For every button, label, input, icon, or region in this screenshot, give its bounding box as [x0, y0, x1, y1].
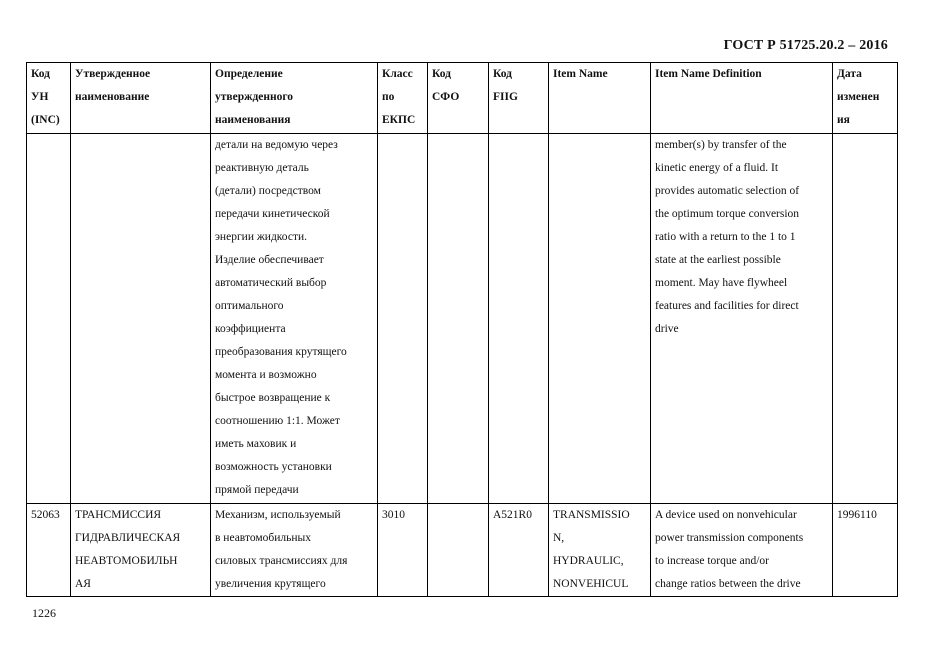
document-title: ГОСТ Р 51725.20.2 – 2016: [723, 38, 888, 53]
table-cell: [378, 134, 428, 504]
header-cell: [71, 63, 211, 134]
table-row: [27, 504, 898, 597]
cell-text-line: ГИДРАВЛИЧЕСКАЯ: [75, 532, 181, 544]
cell-text-line: ия: [837, 114, 850, 126]
table-row: [27, 134, 898, 504]
cell-text-line: оптимального: [215, 300, 284, 312]
cell-text-line: Определение: [215, 68, 283, 80]
cell-text-line: СФО: [432, 91, 460, 103]
table-cell: [71, 134, 211, 504]
table-cell: [833, 134, 898, 504]
cell-text-line: наименования: [215, 114, 291, 126]
table-cell: [549, 504, 651, 597]
catalog-table: [26, 62, 898, 597]
table-cell: [489, 134, 549, 504]
cell-text-line: возможность установки: [215, 461, 332, 473]
cell-text-line: Механизм, используемый: [215, 509, 341, 521]
cell-text-line: энергии жидкости.: [215, 231, 307, 243]
table-cell: [27, 134, 71, 504]
cell-text-line: силовых трансмиссиях для: [215, 555, 348, 567]
header-cell: [428, 63, 489, 134]
header-cell: [378, 63, 428, 134]
cell-text-line: УН: [31, 91, 49, 103]
cell-text-line: преобразования крутящего: [215, 346, 347, 358]
cell-text-line: Код: [493, 68, 513, 80]
cell-text-line: Код: [31, 68, 51, 80]
table-cell: [833, 504, 898, 597]
cell-text-line: 52063: [31, 509, 60, 521]
cell-text-line: A521R0: [493, 509, 532, 521]
cell-text-line: увеличения крутящего: [215, 578, 326, 590]
cell-text-line: Item Name: [553, 68, 608, 80]
cell-text-line: state at the earliest possible: [655, 254, 781, 266]
header-cell: [651, 63, 833, 134]
cell-text-line: FIIG: [493, 91, 518, 103]
table-cell: [428, 504, 489, 597]
cell-text-line: change ratios between the drive: [655, 578, 801, 590]
cell-text-line: kinetic energy of a fluid. It: [655, 162, 779, 174]
cell-text-line: АЯ: [75, 578, 91, 590]
cell-text-line: автоматический выбор: [215, 277, 327, 289]
cell-text-line: provides automatic selection of: [655, 185, 800, 197]
cell-text-line: соотношению 1:1. Может: [215, 415, 340, 427]
cell-text-line: member(s) by transfer of the: [655, 139, 787, 151]
cell-text-line: features and facilities for direct: [655, 300, 799, 312]
cell-text-line: to increase torque and/or: [655, 555, 769, 567]
cell-text-line: быстрое возвращение к: [215, 392, 331, 404]
cell-text-line: момента и возможно: [215, 369, 317, 381]
cell-text-line: power transmission components: [655, 532, 804, 544]
cell-text-line: по: [382, 91, 395, 103]
cell-text-line: 3010: [382, 509, 405, 521]
cell-text-line: ЕКПС: [382, 114, 416, 126]
cell-text-line: Item Name Definition: [655, 68, 762, 80]
cell-text-line: передачи кинетической: [215, 208, 330, 220]
cell-text-line: the optimum torque conversion: [655, 208, 800, 220]
cell-text-line: TRANSMISSIO: [553, 509, 630, 521]
table-cell: [211, 134, 378, 504]
cell-text-line: (INC): [31, 114, 60, 126]
cell-text-line: наименование: [75, 91, 150, 103]
cell-text-line: ratio with a return to the 1 to 1: [655, 231, 796, 243]
cell-text-line: A device used on nonvehicular: [655, 509, 797, 521]
table-cell: [211, 504, 378, 597]
page-number: 1226: [32, 606, 56, 620]
cell-text-line: N,: [553, 532, 565, 544]
cell-text-line: иметь маховик и: [215, 438, 297, 450]
table-cell: [27, 504, 71, 597]
cell-text-line: ТРАНСМИССИЯ: [75, 509, 162, 521]
cell-text-line: 1996110: [837, 509, 877, 521]
header-cell: [27, 63, 71, 134]
cell-text-line: реактивную деталь: [215, 162, 309, 174]
cell-text-line: NONVEHICUL: [553, 578, 629, 590]
table-cell: [428, 134, 489, 504]
header-cell: [833, 63, 898, 134]
table-cell: [651, 504, 833, 597]
cell-text-line: Код: [432, 68, 452, 80]
cell-text-line: утвержденного: [215, 91, 294, 103]
cell-text-line: Изделие обеспечивает: [215, 254, 324, 266]
header-cell: [211, 63, 378, 134]
cell-text-line: Дата: [837, 68, 862, 80]
table-header-row: [27, 63, 898, 134]
cell-text-line: (детали) посредством: [215, 185, 321, 197]
cell-text-line: drive: [655, 323, 679, 335]
cell-text-line: коэффициента: [215, 323, 286, 335]
table-cell: [489, 504, 549, 597]
header-cell: [489, 63, 549, 134]
header-cell: [549, 63, 651, 134]
cell-text-line: HYDRAULIC,: [553, 555, 624, 567]
table-cell: [378, 504, 428, 597]
cell-text-line: в неавтомобильных: [215, 532, 312, 544]
cell-text-line: НЕАВТОМОБИЛЬН: [75, 555, 178, 567]
cell-text-line: Класс: [382, 68, 413, 80]
cell-text-line: Утвержденное: [75, 68, 151, 80]
cell-text-line: moment. May have flywheel: [655, 277, 788, 289]
cell-text-line: изменен: [837, 91, 880, 103]
table-cell: [549, 134, 651, 504]
table-cell: [71, 504, 211, 597]
cell-text-line: детали на ведомую через: [215, 139, 338, 151]
table-cell: [651, 134, 833, 504]
cell-text-line: прямой передачи: [215, 484, 299, 496]
